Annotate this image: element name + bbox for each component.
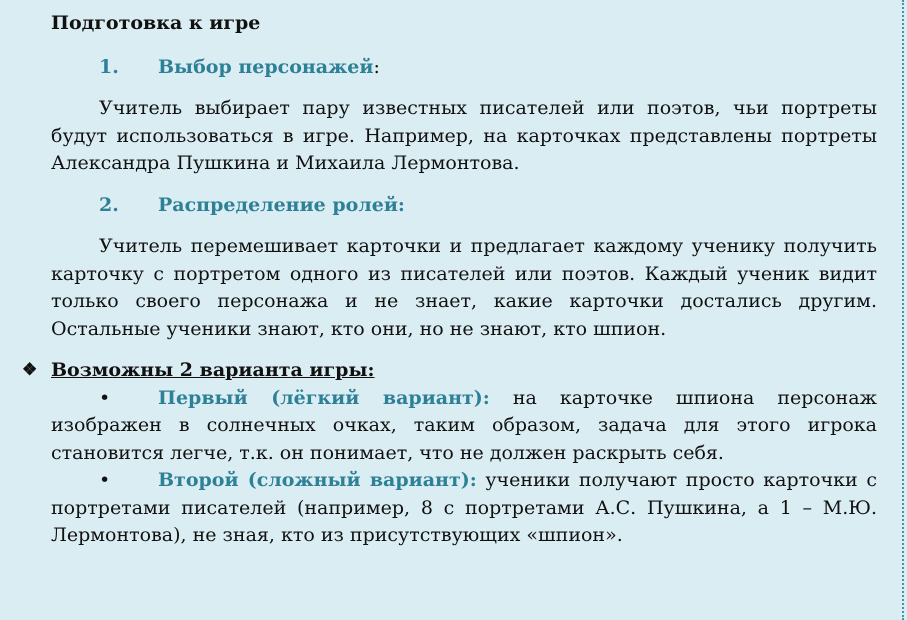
bullet-icon: • xyxy=(99,469,111,491)
list-item xyxy=(51,385,877,468)
paragraph-character-selection: Учитель выбирает пару известных писателей или поэтов, чьи портреты будут использоваться в игре. Например, на карточках представлены портреты Александра Пушкина и Михаила Лермонтова. xyxy=(51,97,877,174)
bullet-icon: • xyxy=(99,386,111,409)
heading-title: Выбор персонажей xyxy=(158,55,374,78)
numbered-heading-1 xyxy=(51,54,877,82)
variant-label: Второй (сложный вариант): xyxy=(158,469,477,491)
paragraph-role-distribution: Учитель перемешивает карточки и предлагает каждому ученику получить карточку с портретом одного из писателей или поэтов. Каждый ученик видит только своего персонажа и не знает, какие карточки достались другим. Остальные ученики знают, кто они, но не знают, кто шпион. xyxy=(51,235,877,340)
variant-text: ученики получают просто карточки с портретами писателей (например, 8 с портретами А.С. Пушкина, а 1 – М.Ю. Лермонтова), не зная, кто из присутствующих «шпион». xyxy=(51,469,877,546)
diamond-bullet-icon: ❖ xyxy=(22,360,38,380)
section-heading: Подготовка к игре xyxy=(51,12,261,34)
variants-heading-text: Возможны 2 варианта игры: xyxy=(51,359,375,381)
heading-title: Распределение ролей: xyxy=(158,193,405,216)
variants-heading xyxy=(22,357,877,385)
numbered-heading-2 xyxy=(51,192,877,220)
variant-label: Первый (лёгкий вариант): xyxy=(158,386,490,409)
page-border-dotted xyxy=(902,0,904,620)
heading-number: 1. xyxy=(99,55,119,78)
variant-text: на карточке шпиона персонаж изображен в солнечных очках, таким образом, задача для этого игрока становится легче, т.к. он понимает, что не должен раскрыть себя. xyxy=(51,386,878,464)
heading-colon: : xyxy=(373,55,380,78)
list-item xyxy=(51,467,877,550)
document-content xyxy=(22,10,878,550)
heading-number: 2. xyxy=(99,193,119,216)
